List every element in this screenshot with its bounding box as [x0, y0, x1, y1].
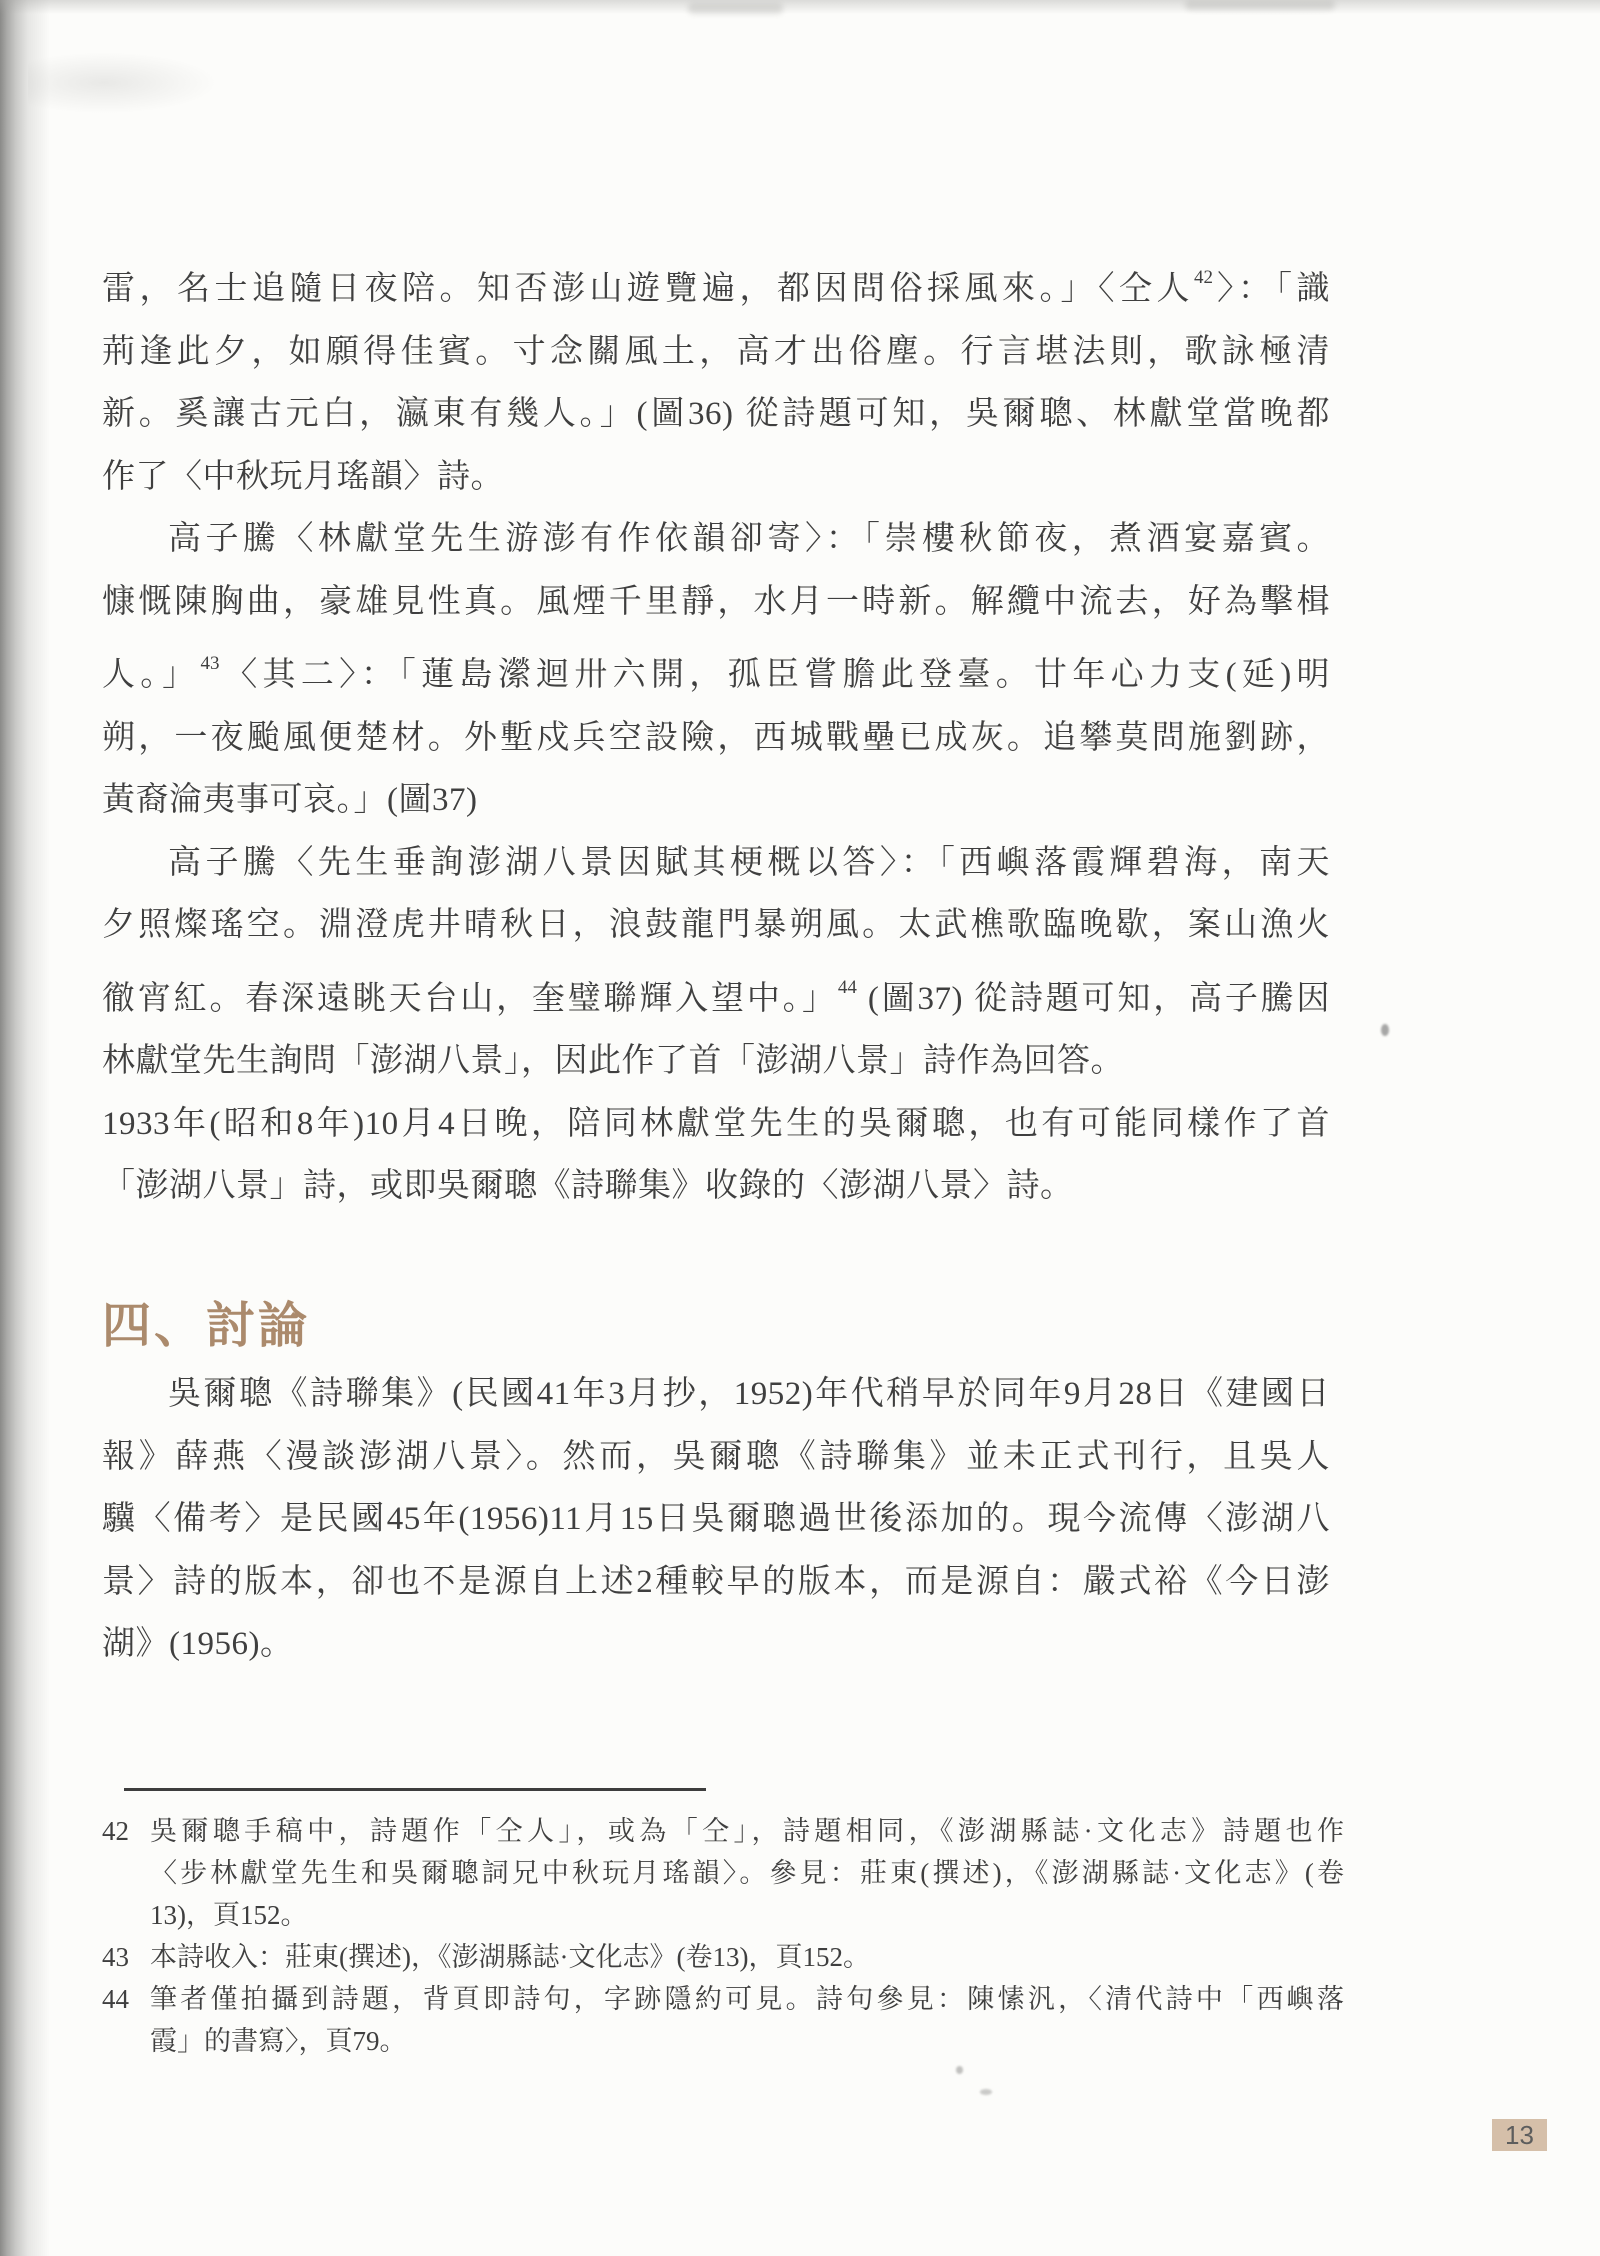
text-line: 慷慨陳胸曲，豪雄見性真。風煙千里靜，水月一時新。解纜中流去，好為擊楫 — [102, 583, 1330, 620]
footnote-number: 42 — [102, 1816, 129, 1846]
footnote-number: 43 — [102, 1942, 129, 1972]
text-line: 新。奚讓古元白，瀛東有幾人。」(圖36) 從詩題可知，吳爾聰、林獻堂當晚都 — [102, 396, 1330, 432]
line-text: 徹宵紅。春深遠眺天台山，奎璧聯輝入望中。」 — [102, 980, 838, 1017]
text-line: 報》薛燕〈漫談澎湖八景〉。然而，吳爾聰《詩聯集》並未正式刊行，且吳人 — [102, 1438, 1330, 1475]
text-line: 13)，頁152。 — [150, 1900, 308, 1930]
discussion-paragraph — [102, 1363, 1330, 1676]
text-line: 高子騰〈林獻堂先生游澎有作依韻卻寄〉：「崇樓秋節夜，煮酒宴嘉賓。 — [168, 521, 1330, 557]
body-text — [102, 247, 1330, 1218]
text-line: 黃裔淪夷事可哀。」(圖37) — [102, 782, 478, 818]
text-line: 作了〈中秋玩月瑤韻〉詩。 — [102, 458, 504, 495]
paragraph — [102, 247, 1330, 508]
text-line: 〈步林獻堂先生和吳爾聰詞兄中秋玩月瑤韻〉。參見：莊東(撰述)，《澎湖縣誌·文化志》(卷 — [150, 1858, 1344, 1888]
line-text: 人。」 — [102, 657, 201, 693]
line-text: (圖37) 從詩題可知，高子騰因 — [856, 980, 1331, 1017]
text-line — [102, 957, 1330, 1031]
line-text: 〉：「識 — [1213, 271, 1330, 307]
paragraph — [102, 832, 1330, 1218]
footnote — [102, 1810, 1344, 1936]
footnote-separator-rule — [124, 1788, 706, 1791]
scan-speck — [980, 2089, 992, 2095]
text-line: 朔，一夜颱風便楚材。外塹戍兵空設險，西城戰壘已成灰。追攀莫問施劉跡， — [102, 719, 1330, 756]
text-line: 林獻堂先生詢問「澎湖八景」，因此作了首「澎湖八景」詩作為回答。 — [102, 1043, 1124, 1079]
footnote-ref-44: 44 — [837, 976, 857, 998]
paragraph — [102, 508, 1330, 832]
footnote-text — [150, 1978, 1344, 2062]
text-line: 景〉詩的版本，卻也不是源自上述2種較早的版本，而是源自：嚴式裕《今日澎 — [102, 1563, 1330, 1600]
footnote-ref-42: 42 — [1194, 267, 1213, 288]
text-line: 1933年(昭和8年)10月4日晚，陪同林獻堂先生的吳爾聰，也有可能同樣作了首 — [102, 1105, 1330, 1142]
text-line: 吳爾聰手稿中，詩題作「仝人」，或為「仝」，詩題相同，《澎湖縣誌·文化志》詩題也作 — [150, 1816, 1344, 1846]
scan-speck — [956, 2066, 963, 2074]
text-line — [102, 633, 1330, 707]
footnote-text — [150, 1810, 1344, 1936]
footnotes — [102, 1810, 1344, 2062]
scan-edge-shadow-left — [0, 0, 52, 2256]
text-line — [102, 247, 1330, 321]
footnote — [102, 1978, 1344, 2062]
text-line: 荊逢此夕，如願得佳賓。寸念關風土，高才出俗塵。行言堪法則，歌詠極清 — [102, 333, 1330, 370]
scan-smudge — [1185, 0, 1335, 10]
text-line: 吳爾聰《詩聯集》(民國41年3月抄，1952)年代稍早於同年9月28日《建國日 — [168, 1376, 1330, 1412]
line-text: 〈其二〉：「蓮島瀠迴卅六開，孤臣嘗膽此登臺。廿年心力支(延)明 — [219, 657, 1331, 693]
line-text: 雷，名士追隨日夜陪。知否澎山遊覽遍，都因問俗採風來。」〈仝人 — [102, 271, 1194, 307]
footnote-text — [150, 1936, 1344, 1978]
section-heading: 四、討論 — [102, 1298, 311, 1353]
text-line: 湖》(1956)。 — [102, 1626, 294, 1662]
text-line: 驥〈備考〉是民國45年(1956)11月15日吳爾聰過世後添加的。現今流傳〈澎湖八 — [102, 1501, 1330, 1537]
text-line: 「澎湖八景」詩，或即吳爾聰《詩聯集》收錄的〈澎湖八景〉詩。 — [102, 1168, 1074, 1204]
footnote-ref-43: 43 — [200, 653, 220, 674]
scan-edge-shadow-top — [0, 0, 1600, 16]
scan-smudge — [28, 52, 218, 114]
scan-speck — [1381, 1024, 1389, 1036]
text-line: 霞」的書寫〉，頁79。 — [150, 2026, 407, 2056]
page-number: 13 — [1492, 2119, 1547, 2151]
text-line: 高子騰〈先生垂詢澎湖八景因賦其梗概以答〉：「西嶼落霞輝碧海，南天 — [168, 844, 1330, 881]
text-line: 筆者僅拍攝到詩題，背頁即詩句，字跡隱約可見。詩句參見：陳愫汎，〈清代詩中「西嶼落 — [150, 1984, 1344, 2014]
footnote-number: 44 — [102, 1984, 129, 2014]
text-line: 本詩收入：莊東(撰述)，《澎湖縣誌·文化志》(卷13)，頁152。 — [150, 1942, 870, 1972]
text-line: 夕照燦瑤空。淵澄虎井晴秋日，浪鼓龍門暴朔風。太武樵歌臨晚歇，案山漁火 — [102, 907, 1330, 943]
scan-smudge — [688, 3, 783, 14]
footnote — [102, 1936, 1344, 1978]
